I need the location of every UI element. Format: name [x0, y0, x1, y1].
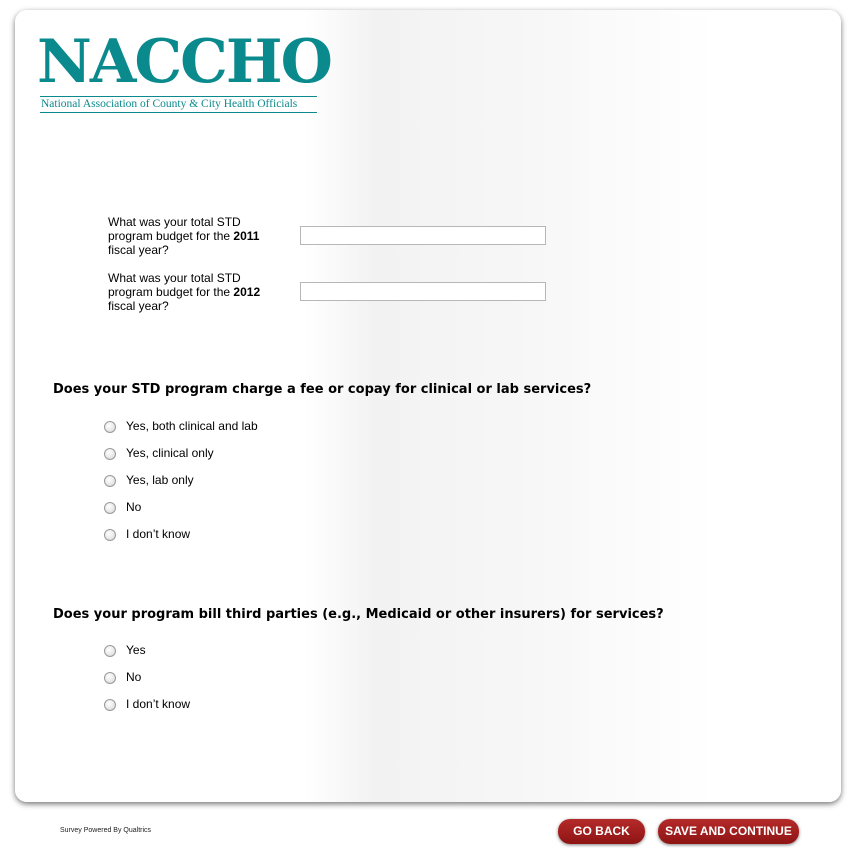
budget-2011-year: 2011 — [233, 229, 260, 243]
budget-2012-line3: fiscal year? — [108, 299, 169, 313]
budget-2011-input[interactable] — [300, 226, 546, 245]
question-bill-third-parties: Does your program bill third parties (e.g., Medicaid or other insurers) for services? — [53, 607, 664, 622]
save-and-continue-button[interactable]: SAVE AND CONTINUE — [658, 819, 799, 844]
radio-button[interactable] — [104, 475, 116, 487]
radio-button[interactable] — [104, 699, 116, 711]
budget-2012-line2: program budget for the — [108, 285, 234, 299]
q1-option-label[interactable]: I don’t know — [126, 527, 191, 541]
q1-option-label[interactable]: Yes, both clinical and lab — [126, 419, 258, 433]
logo-wordmark: NACCHO — [37, 27, 331, 97]
budget-2012-label — [108, 271, 298, 313]
question-fee-copay: Does your STD program charge a fee or copay for clinical or lab services? — [53, 382, 592, 397]
radio-button[interactable] — [104, 421, 116, 433]
q1-option-label[interactable]: No — [126, 500, 142, 514]
budget-2012-year: 2012 — [233, 285, 261, 299]
budget-2011-line2: program budget for the — [108, 229, 234, 243]
logo-subtitle: National Association of County & City Health Officials — [40, 96, 317, 113]
radio-button[interactable] — [104, 645, 116, 657]
q2-option-label[interactable]: No — [126, 670, 142, 684]
q2-option-label[interactable]: Yes — [126, 643, 146, 657]
powered-by-qualtrics: Survey Powered By Qualtrics — [60, 827, 152, 834]
q1-option-label[interactable]: Yes, clinical only — [126, 446, 214, 460]
q1-option-label[interactable]: Yes, lab only — [126, 473, 194, 487]
radio-button[interactable] — [104, 672, 116, 684]
budget-2011-label — [108, 215, 298, 257]
budget-2011-line1: What was your total STD — [108, 215, 241, 229]
radio-button[interactable] — [104, 448, 116, 460]
radio-button[interactable] — [104, 502, 116, 514]
budget-2011-line3: fiscal year? — [108, 243, 169, 257]
budget-2012-line1: What was your total STD — [108, 271, 241, 285]
budget-2012-input[interactable] — [300, 282, 546, 301]
radio-button[interactable] — [104, 529, 116, 541]
go-back-button[interactable]: GO BACK — [558, 819, 645, 844]
q2-option-label[interactable]: I don’t know — [126, 697, 191, 711]
naccho-logo — [37, 27, 331, 114]
